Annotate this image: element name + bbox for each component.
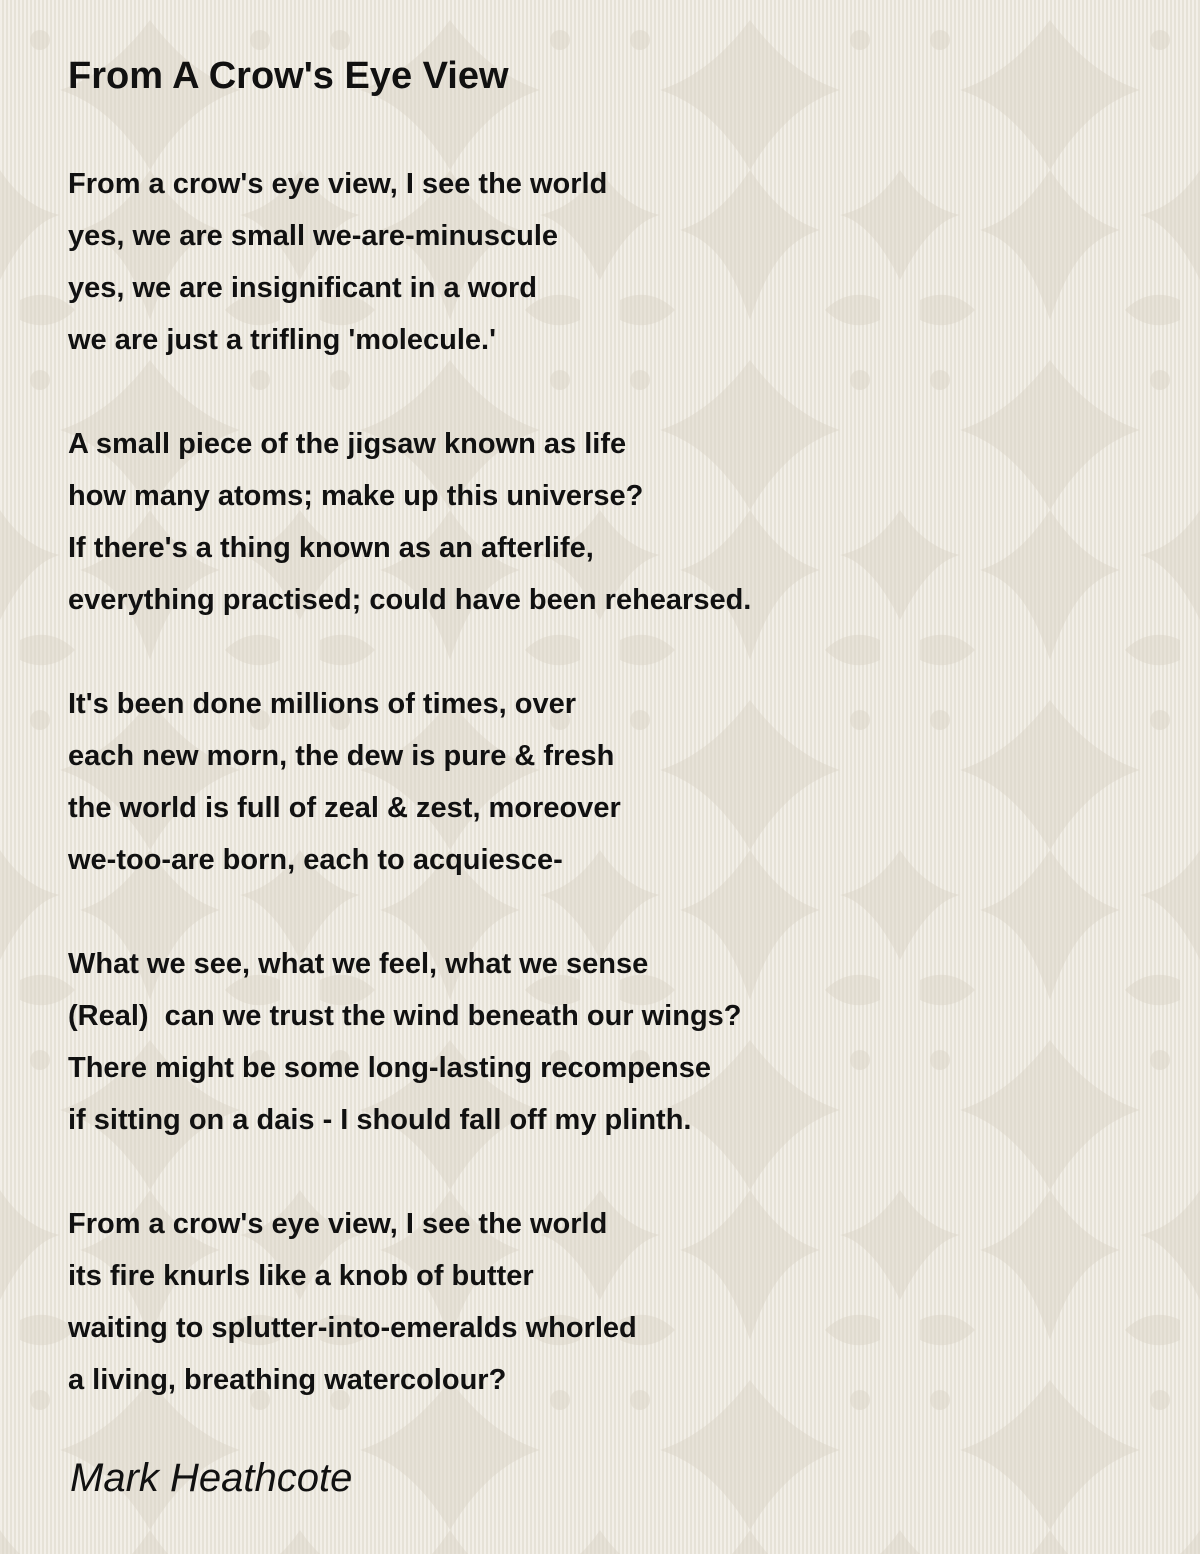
poem-line: A small piece of the jigsaw known as life xyxy=(68,428,627,460)
poem-line: From a crow's eye view, I see the world xyxy=(68,168,608,200)
stanza-1 xyxy=(68,158,1148,366)
poem-line: if sitting on a dais - I should fall off my plinth. xyxy=(68,1104,692,1136)
poem-line: yes, we are insignificant in a word xyxy=(68,272,537,304)
poem-line: its fire knurls like a knob of butter xyxy=(68,1260,534,1292)
poem-line: we are just a trifling 'molecule.' xyxy=(68,324,496,356)
stanza-4 xyxy=(68,938,1148,1146)
stanza-2 xyxy=(68,418,1148,626)
poem-body xyxy=(68,158,1148,1406)
poem-line: each new morn, the dew is pure & fresh xyxy=(68,740,615,772)
stanza-3 xyxy=(68,678,1148,886)
poem-line: If there's a thing known as an afterlife, xyxy=(68,532,594,564)
poem-line: From a crow's eye view, I see the world xyxy=(68,1208,608,1240)
stanza-5 xyxy=(68,1198,1148,1406)
poem-line: There might be some long-lasting recompense xyxy=(68,1052,711,1084)
poem-container xyxy=(68,52,1148,1406)
poem-line: waiting to splutter-into-emeralds whorled xyxy=(68,1312,637,1344)
poem-line: how many atoms; make up this universe? xyxy=(68,480,644,512)
poem-line: the world is full of zeal & zest, moreover xyxy=(68,792,621,824)
poem-title: From A Crow's Eye View xyxy=(68,55,509,97)
poem-line: yes, we are small we-are-minuscule xyxy=(68,220,559,252)
poem-line: (Real) can we trust the wind beneath our wings? xyxy=(68,1000,742,1032)
poem-line: we-too-are born, each to acquiesce- xyxy=(68,844,563,876)
poem-line: It's been done millions of times, over xyxy=(68,688,577,720)
poem-line: a living, breathing watercolour? xyxy=(68,1364,507,1396)
poem-line: everything practised; could have been rehearsed. xyxy=(68,584,752,616)
poem-line: What we see, what we feel, what we sense xyxy=(68,948,649,980)
poem-author: Mark Heathcote xyxy=(70,1456,353,1500)
